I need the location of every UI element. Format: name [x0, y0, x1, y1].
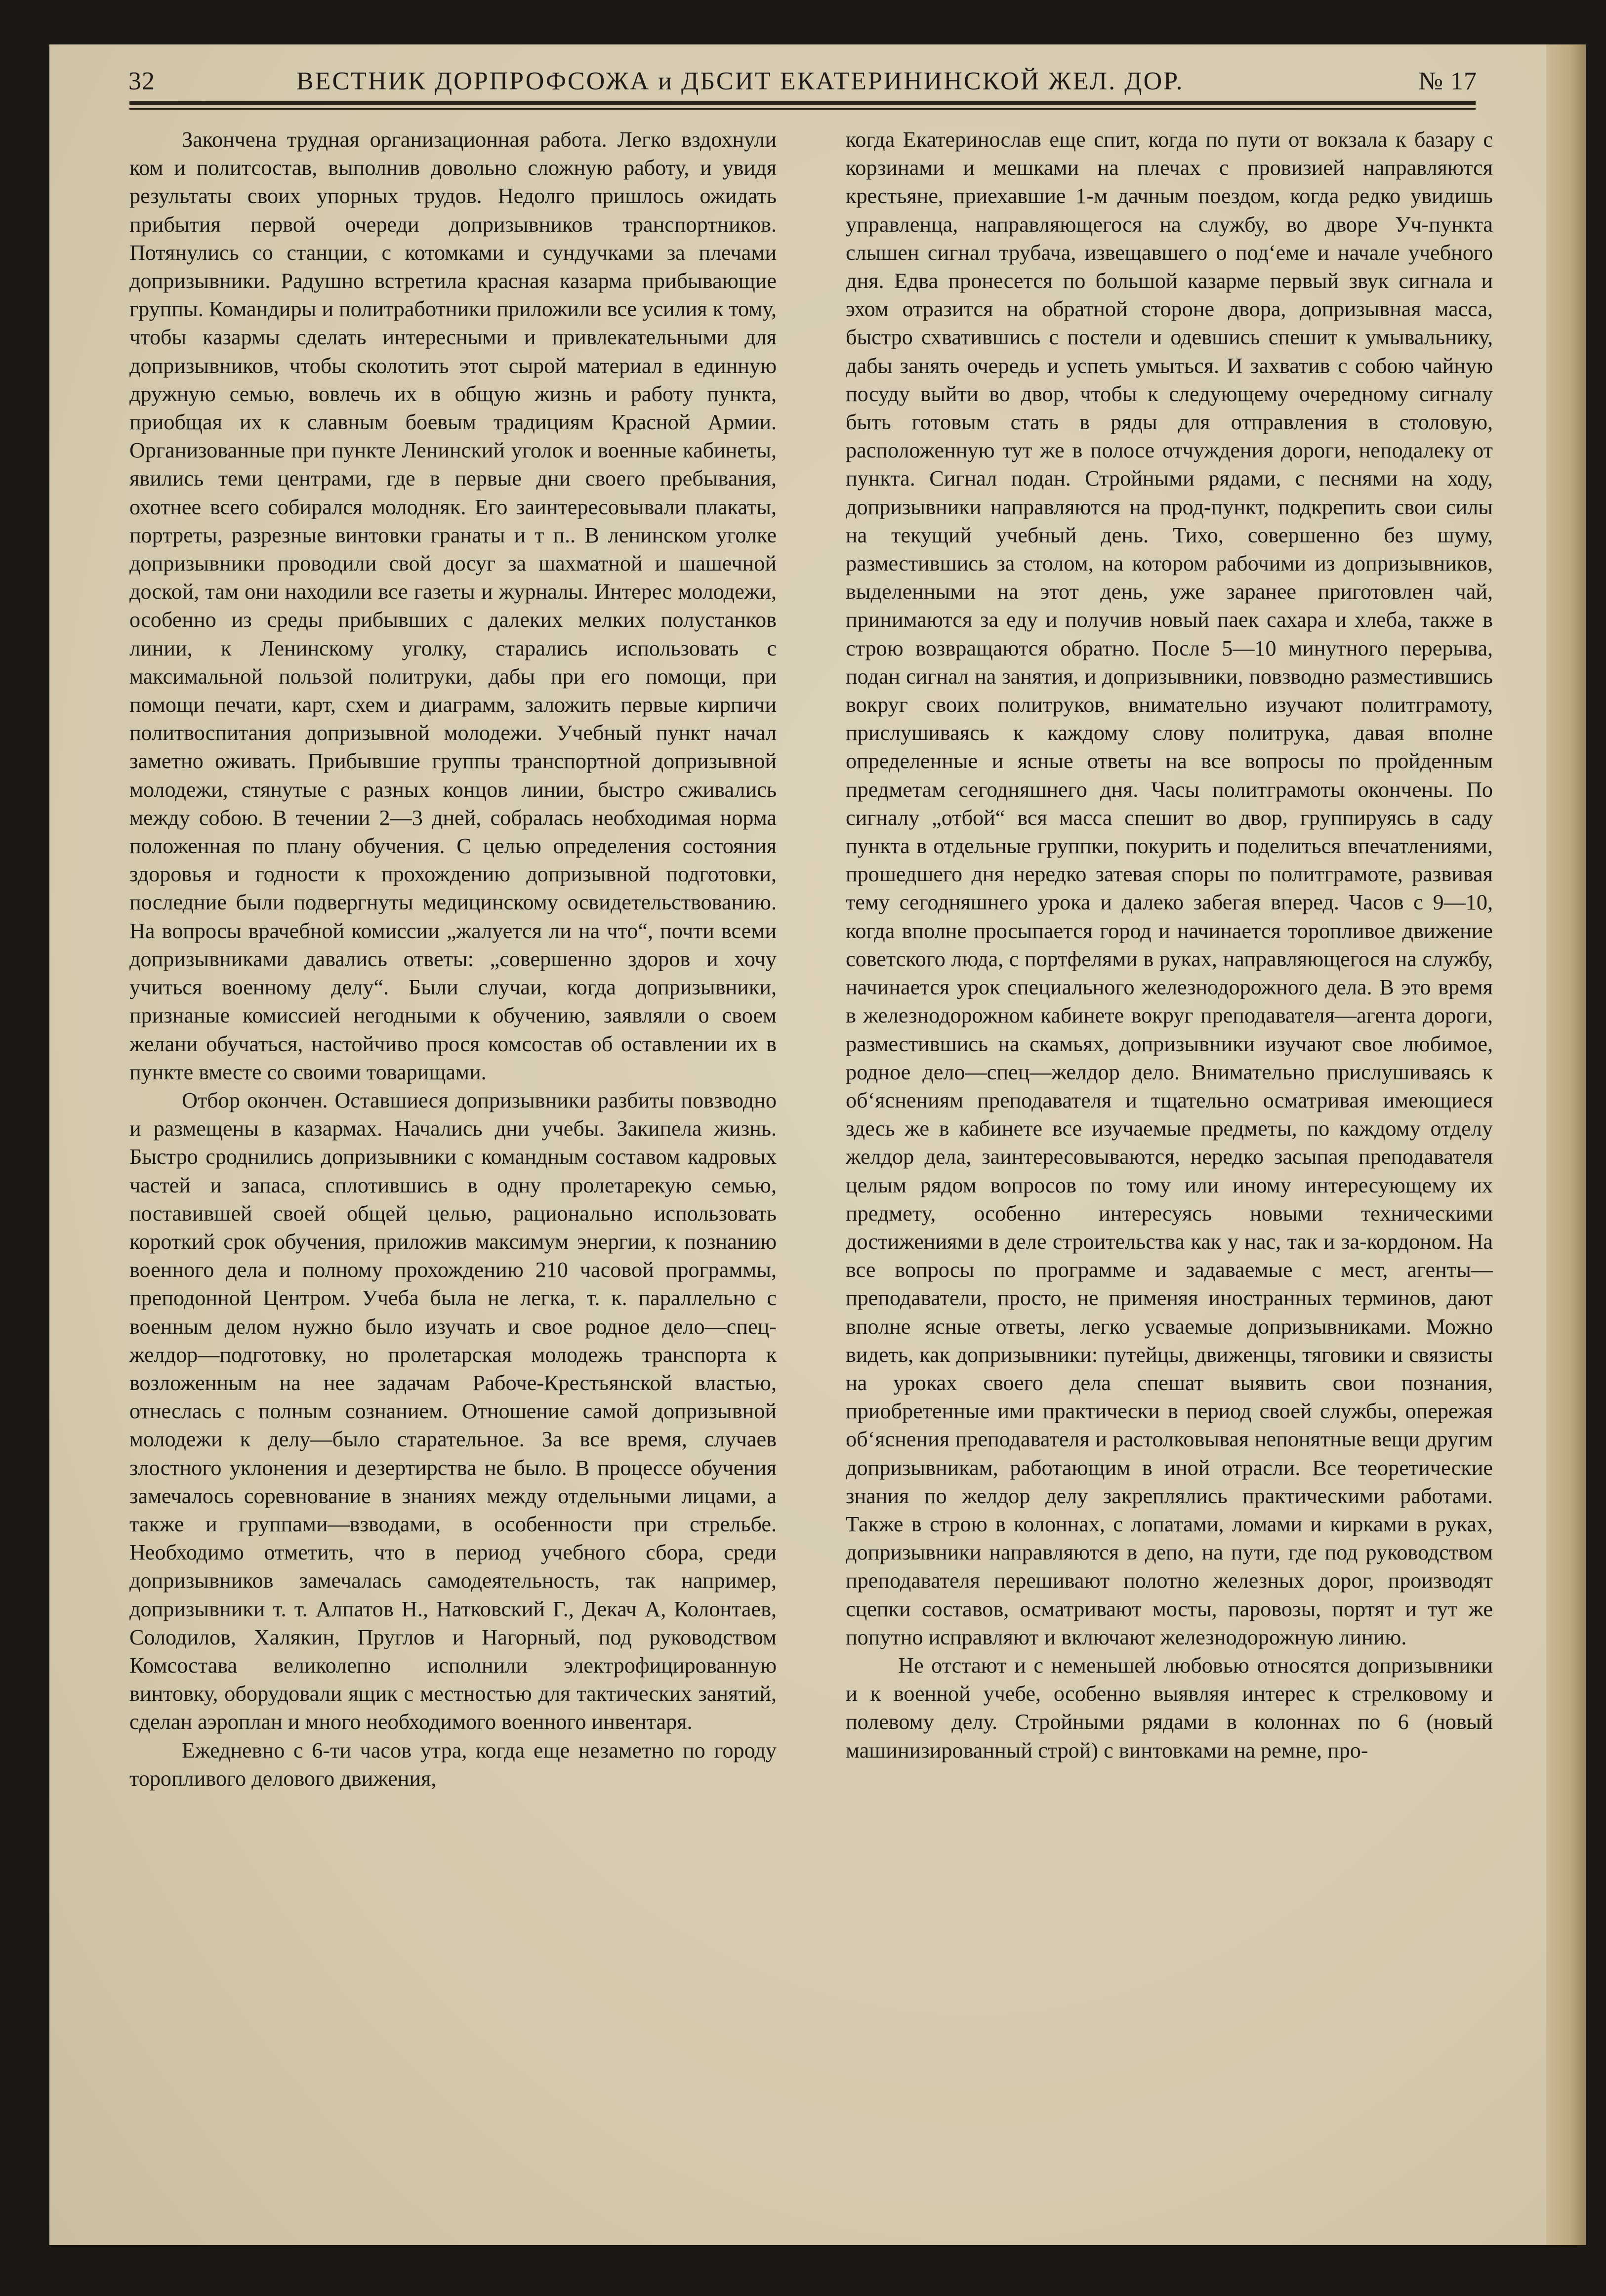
header-rule-thin — [129, 108, 1476, 110]
page-number: 32 — [128, 67, 155, 95]
paragraph: Не отстают и с неменьшей любовью относятся допризывники и к военной учебе, особенно выявляя интерес к стрелковому и полевому делу. Стройными рядами в колоннах по 6 (новый машинизированный строй) с винтовками на ремне, про- — [846, 1653, 1493, 1763]
paragraph: Ежедневно с 6-ти часов утра, когда еще незаметно по городу торопливого делового движения, — [129, 1738, 777, 1791]
issue-number: № 17 — [1418, 67, 1477, 95]
text-column-right — [846, 125, 1493, 1764]
publication-title: ВЕСТНИК ДОРПРОФСОЖА и ДБСИТ ЕКАТЕРИНИНСКОЙ ЖЕЛ. ДОР. — [296, 67, 1184, 95]
header-rule-thick — [129, 101, 1476, 105]
text-column-left — [129, 125, 777, 1793]
paragraph: когда Екатеринослав еще спит, когда по пути от вокзала к базару с корзинами и мешками на плечах с провизией направляются крестьяне, приехавшие 1-м дачным поездом, когда редко увидишь управленца, направляющегося на службу, во дворе Уч-пункта слышен сигнал трубача, извещавшего о под‘еме и начале учебного дня. Едва пронесется по большой казарме первый звук сигнала и эхом отразится на обратной стороне двора, допризывная масса, быстро схватившись с постели и одевшись спешит к умывальнику, дабы занять очередь и успеть умыться. И захватив с собою чайную посуду выйти во двор, чтобы к следующему очередному сигналу быть готовым стать в ряды для отправления в столовую, расположенную тут же в полосе отчуждения дороги, неподалеку от пункта. Сигнал подан. Стройными рядами, с песнями на ходу, допризывники направляются на прод-пункт, подкрепить свои силы на текущий учебный день. Тихо, совершенно без шуму, разместившись за столом, на котором рабочими из допризывников, выделенными на этот день, уже заранее приготовлен чай, принимаются за еду и получив новый паек сахара и хлеба, также в строю возвращаются обратно. После 5—10 минутного перерыва, подан сигнал на занятия, и допризывники, повзводно разместившись вокруг своих политруков, внимательно изучают политграмоту, прислушиваясь к каждому слову политрука, давая вполне определенные и ясные ответы на все вопросы по пройденным предметам сегодняшнего дня. Часы политграмоты окончены. По сигналу „отбой“ вся масса спешит во двор, группируясь в саду пункта в отдельные группки, покурить и поделиться впечатлениями, прошедшего дня нередко затевая споры по политграмоте, развивая тему сегодняшнего урока и далеко забегая вперед. Часов с 9—10, когда вполне просыпается город и начинается торопливое движение советского люда, с портфелями в руках, направляющегося на службу, начинается урок специального железнодорожного дела. В это время в железнодорожном кабинете вокруг преподавателя—агента дороги, разместившись на скамьях, допризывники изучают свое любимое, родное дело—спец—желдор дело. Внимательно прислушиваясь к об‘яснениям преподавателя и тщательно осматривая имеющиеся здесь же в кабинете все изучаемые предметы, по каждому отделу желдор дела, заинтересовываются, нередко засыпая преподавателя целым рядом вопросов по тому или иному интересующему их предмету, особенно интересуясь новыми техническими достижениями в деле строительства как у нас, так и за-кордоном. На все вопросы по программе и задаваемые с мест, агенты—преподаватели, просто, не применяя иностранных терминов, дают вполне ясные ответы, легко усваемые допризывниками. Можно видеть, как допризывники: путейцы, движенцы, тяговики и связисты на уроках своего дела спешат выявить свои познания, приобретенные ими практически в период своей службы, опережая об‘яснения преподавателя и растолковывая непонятные вещи другим допризывникам, работающим в иной отрасли. Все теоретические знания по желдор делу закреплялись практическими работами. Также в строю в колоннах, с лопатами, ломами и кирками в руках, допризывники направляются в депо, на пути, где под руководством преподавателя перешивают полотно железных дорог, производят сцепки составов, осматривают мосты, паровозы, портят и тут же попутно исправляют и включают железнодорожную линию. — [846, 127, 1493, 1649]
page-spine-edge — [1546, 44, 1586, 2245]
paragraph: Закончена трудная организационная работа. Легко вздохнули ком и политсостав, выполнив довольно сложную работу, и увидя результаты своих упорных трудов. Недолго пришлось ожидать прибытия первой очереди допризывников транспортников. Потянулись со станции, с котомками и сундучками за плечами допризывники. Радушно встретила красная казарма прибывающие группы. Командиры и политработники приложили все усилия к тому, чтобы казармы сделать интересными и привлекательными для допризывников, чтобы сколотить этот сырой материал в единную дружную семью, вовлечь их в общую жизнь и работу пункта, приобщая их к славным боевым традициям Красной Армии. Организованные при пункте Ленинский уголок и военные кабинеты, явились теми центрами, где в первые дни своего пребывания, охотнее всего собирался молодняк. Его заинтересовывали плакаты, портреты, разрезные винтовки гранаты и т п.. В ленинском уголке допризывники проводили свой досуг за шахматной и шашечной доской, там они находили все газеты и журналы. Интерес молодежи, особенно из среды прибывших с далеких мелких полустанков линии, к Ленинскому уголку, старались использовать с максимальной пользой политруки, дабы при его помощи, при помощи печати, карт, схем и диаграмм, заложить первые кирпичи политвоспитания допризывной молодежи. Учебный пункт начал заметно оживать. Прибывшие группы транспортной допризывной молодежи, стянутые с разных концов линии, быстро сживались между собою. В течении 2—3 дней, собралась необходимая норма положенная по плану обучения. С целью определения состояния здоровья и годности к прохождению допризывной подготовки, последние были подвергнуты медицинскому освидетельствованию. На вопросы врачебной комиссии „жалуется ли на что“, почти всеми допризывниками давались ответы: „совершенно здоров и хочу учиться военному делу“. Были случаи, когда допризывники, признаные комиссией негодными к обучению, заявляли о своем желани обучаться, настойчиво прося комсостав об оставлении их в пункте вместе со своими товарищами. — [129, 127, 777, 1084]
running-header — [128, 67, 1477, 96]
paragraph: Отбор окончен. Оставшиеся допризывники разбиты повзводно и размещены в казармах. Начались дни учебы. Закипела жизнь. Быстро сроднились допризывники с командным составом кадровых частей и запаса, сплотившись в одну пролетарекую семью, поставившей своей общей целью, рационально использовать короткий срок обучения, приложив максимум энергии, к познанию военного дела и полному прохождению 210 часовой программы, преподонной Центром. Учеба была не легка, т. к. параллельно с военным делом нужно было изучать и свое родное дело—спец-желдор—подготовку, но пролетарская молодежь транспорта к возложенным на нее задачам Рабоче-Крестьянской властью, отнеслась с полным сознанием. Отношение самой допризывной молодежи к делу—было старательное. За все время, случаев злостного уклонения и дезертирства не было. В процессе обучения замечалось соревнование в знаниях между отдельными лицами, а также и группами—взводами, в особенности при стрельбе. Необходимо отметить, что в период учебного сбора, среди допризывников замечалась самодеятельность, так например, допризывники т. т. Алпатов Н., Натковский Г., Декач А, Колонтаев, Солодилов, Халякин, Пруглов и Нагорный, под руководством Комсостава великолепно исполнили электрофицированную винтовку, оборудовали ящик с местностью для тактических занятий, сделан аэроплан и много необходимого военного инвентаря. — [129, 1088, 777, 1734]
